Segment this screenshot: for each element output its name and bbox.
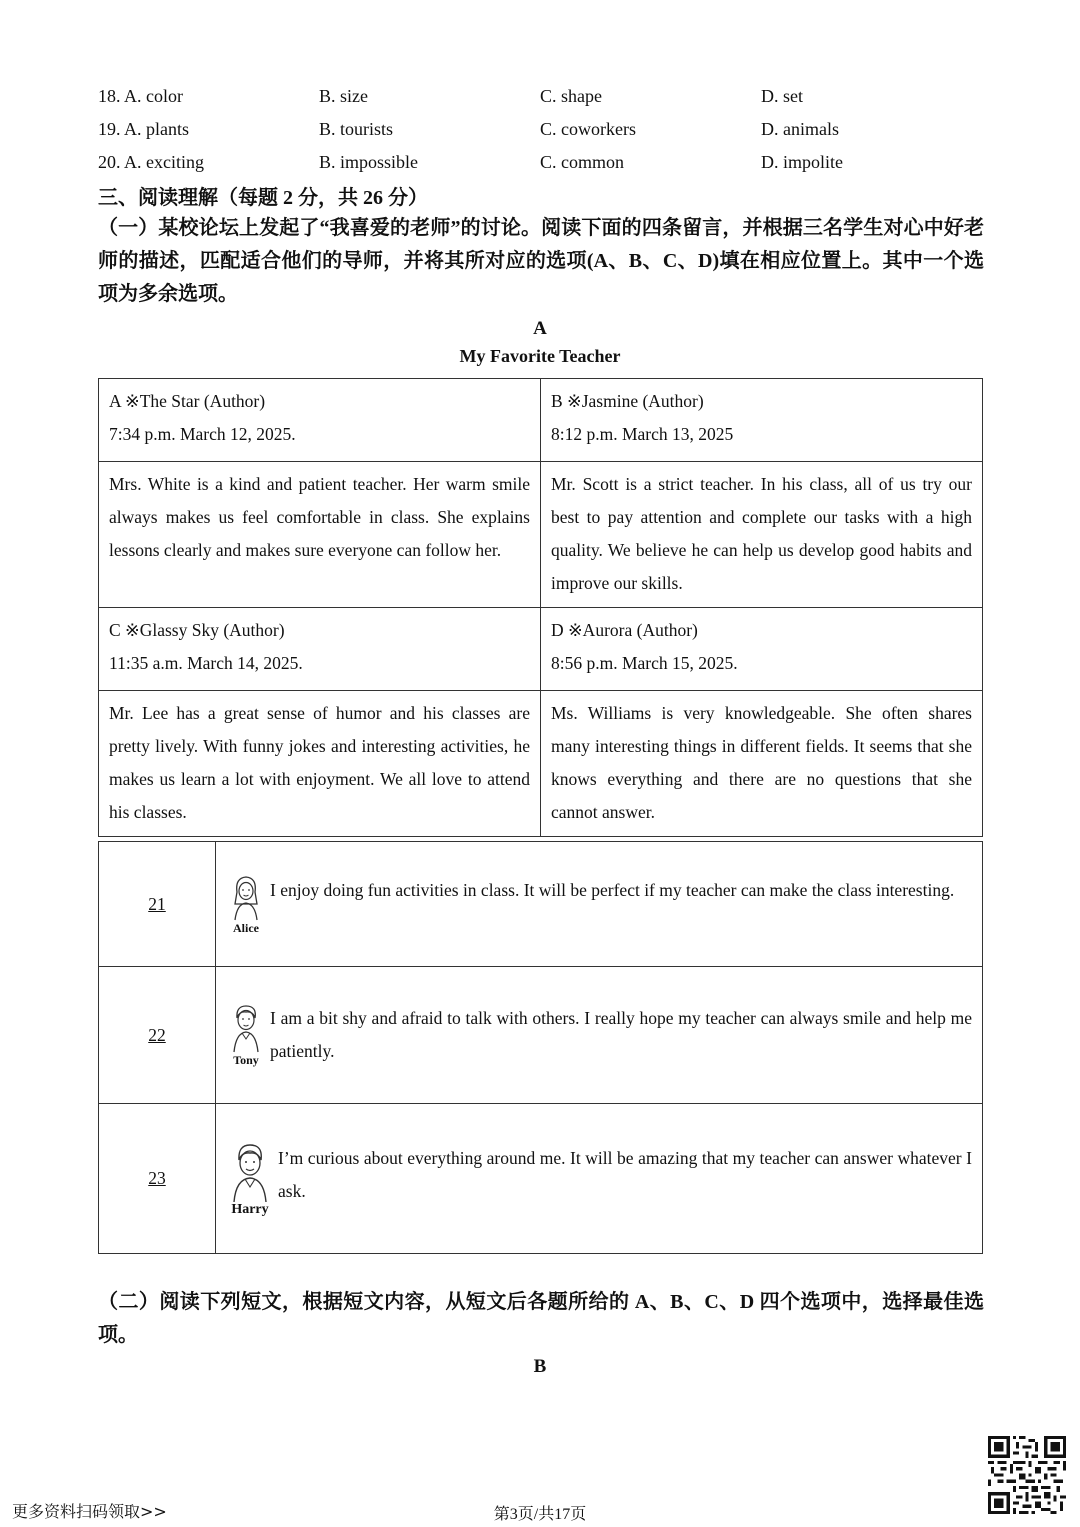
- post-time: 8:56 p.m. March 15, 2025.: [551, 653, 738, 673]
- student-avatar: [226, 1002, 266, 1066]
- post-author: B ※Jasmine (Author): [551, 391, 704, 411]
- footer-promo-link[interactable]: 更多资料扫码领取>>: [12, 1502, 167, 1521]
- student-statement: [216, 842, 983, 967]
- post-header-a: [99, 379, 541, 462]
- girl-avatar-icon: [229, 874, 263, 922]
- option-row-18: [98, 80, 982, 113]
- option-row-20: [98, 146, 982, 179]
- option-c: C. coworkers: [540, 119, 636, 139]
- post-author: A ※The Star (Author): [109, 391, 266, 411]
- post-time: 7:34 p.m. March 12, 2025.: [109, 424, 296, 444]
- answer-blank-22[interactable]: [99, 967, 216, 1104]
- answer-options: [98, 80, 982, 179]
- passage-a-title: My Favorite Teacher: [459, 346, 621, 366]
- option-d: D. animals: [761, 119, 839, 139]
- statement-text: I enjoy doing fun activities in class. It will be perfect if my teacher can make the class interesting.: [270, 880, 955, 900]
- option-c: C. shape: [540, 86, 602, 106]
- question-number: 23: [148, 1168, 166, 1188]
- post-time: 11:35 a.m. March 14, 2025.: [109, 653, 303, 673]
- student-name: Alice: [233, 921, 259, 935]
- statement-text: I am a bit shy and afraid to talk with others. I really hope my teacher can always smile and help me patiently.: [270, 1008, 972, 1061]
- option-b: B. impossible: [319, 152, 419, 172]
- match-row-21: [99, 842, 983, 967]
- student-name: Tony: [233, 1053, 259, 1067]
- post-header-b: [541, 379, 983, 462]
- option-a: 20. A. exciting: [98, 152, 204, 172]
- option-row-19: [98, 113, 982, 146]
- passage-b-label: B: [533, 1356, 547, 1377]
- post-body-a: Mrs. White is a kind and patient teacher. Her warm smile always makes us feel comfortable in class. She explains lessons clearly and makes sure everyone can follow her.: [99, 462, 541, 608]
- match-row-23: [99, 1104, 983, 1254]
- section-title: 三、阅读理解（每题 2 分，共 26 分）: [98, 187, 428, 209]
- statement-text: I’m curious about everything around me. It will be amazing that my teacher can answer whatever I ask.: [278, 1147, 972, 1201]
- question-number: 21: [148, 893, 166, 914]
- matching-table: [98, 841, 983, 1254]
- post-header-c: [99, 608, 541, 691]
- student-statement: [216, 1104, 983, 1254]
- passage-a-label: A: [533, 318, 547, 339]
- post-author: D ※Aurora (Author): [551, 620, 698, 640]
- option-d: D. set: [761, 86, 803, 106]
- student-avatar: [226, 1142, 274, 1216]
- question-number: 22: [148, 1024, 166, 1045]
- section-instructions: （一）某校论坛上发起了“我喜爱的老师”的讨论。阅读下面的四条留言，并根据三名学生对心中好老师的描述，匹配适合他们的导师，并将其所对应的选项(A、B、C、D)填在相应位置上。其中一个选项为多余选项。: [98, 217, 984, 305]
- student-statement: [216, 967, 983, 1104]
- match-row-22: [99, 967, 983, 1104]
- post-time: 8:12 p.m. March 13, 2025: [551, 424, 734, 444]
- answer-blank-21[interactable]: [99, 842, 216, 967]
- option-b: B. size: [319, 86, 368, 106]
- post-body-c: Mr. Lee has a great sense of humor and his classes are pretty lively. With funny jokes and interesting activities, he makes us learn a lot with enjoyment. We all love to attend his classes.: [99, 691, 541, 837]
- page-number: 第3页/共17页: [493, 1506, 587, 1523]
- post-author: C ※Glassy Sky (Author): [109, 620, 285, 640]
- student-name: Harry: [231, 1201, 269, 1217]
- post-body-d: Ms. Williams is very knowledgeable. She often shares many interesting things in different fields. It seems that she knows everything and there are no questions that she cannot answer.: [541, 691, 983, 837]
- option-a: 19. A. plants: [98, 119, 190, 139]
- option-a: 18. A. color: [98, 86, 183, 106]
- student-avatar: [226, 874, 266, 934]
- option-d: D. impolite: [761, 152, 843, 172]
- boy-avatar-icon: [229, 1002, 263, 1054]
- post-body-b: Mr. Scott is a strict teacher. In his class, all of us try our best to pay attention and complete our tasks with a high quality. We believe he can help us develop good habits and improve our skills.: [541, 462, 983, 608]
- option-b: B. tourists: [319, 119, 394, 139]
- answer-blank-23[interactable]: [99, 1104, 216, 1254]
- part-two-instructions: （二）阅读下列短文，根据短文内容，从短文后各题所给的 A、B、C、D 四个选项中，选择最佳选项。: [98, 1291, 984, 1346]
- post-header-d: [541, 608, 983, 691]
- option-c: C. common: [540, 152, 624, 172]
- forum-posts-table: [98, 378, 983, 837]
- boy-avatar-icon: [228, 1142, 272, 1204]
